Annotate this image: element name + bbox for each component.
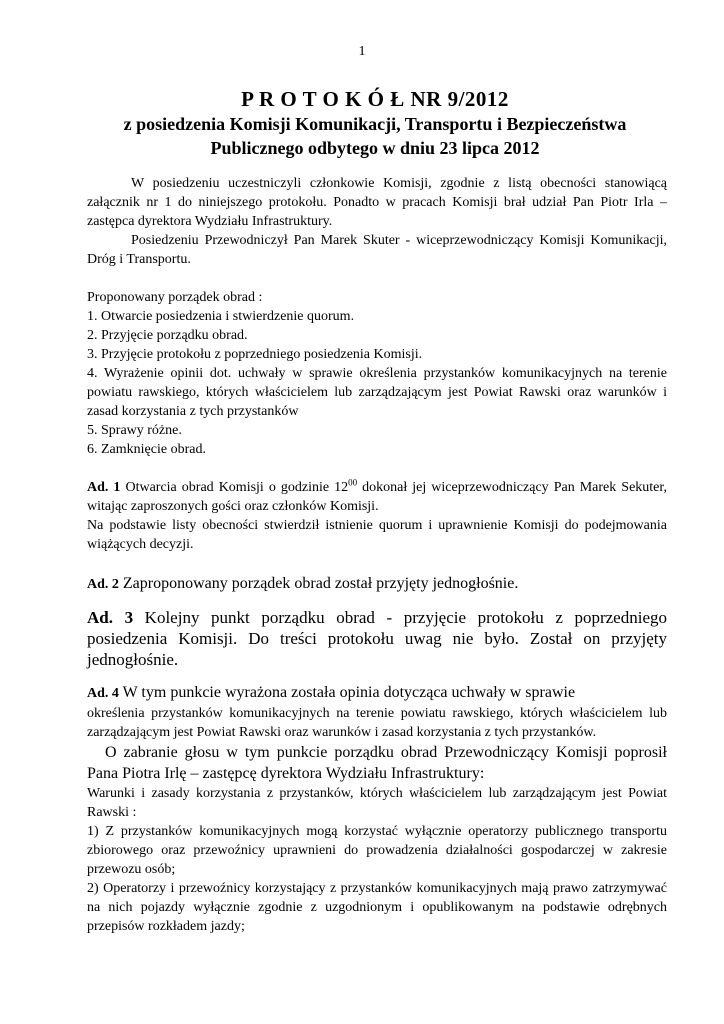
document-title: P R O T O K Ó Ł NR 9/2012 <box>241 87 509 111</box>
document-body <box>87 174 667 936</box>
agenda-item: 3. Przyjęcie protokołu z poprzedniego posiedzenia Komisji. <box>87 347 423 362</box>
ad1-time-superscript: 00 <box>348 477 358 488</box>
document-subtitle-line-1: z posiedzenia Komisji Komunikacji, Transportu i Bezpieczeństwa <box>123 114 627 134</box>
ad4-text-b: określenia przystanków komunikacyjnych na terenie powiatu rawskiego, których właścicielem lub zarządzającym jest Powiat Rawski oraz warunków i zasad korzystania z tych przystanków. <box>87 706 667 740</box>
ad3-text: Kolejny punkt porządku obrad - przyjęcie protokołu z poprzedniego posiedzenia Komisji. Do treści protokołu uwag nie było. Został on przyjęty jednogłośnie. <box>87 608 667 669</box>
intro-paragraph-2: Posiedzeniu Przewodniczył Pan Marek Skuter - wiceprzewodniczący Komisji Komunikacji, Dróg i Transportu. <box>87 233 667 267</box>
page-number: 1 <box>358 44 366 59</box>
ad1-label: Ad. 1 <box>87 480 121 495</box>
ad1-text-b: dokonał jej wiceprzewodniczący Pan Marek Sekuter, witając zaproszonych gości oraz członków Komisji. <box>87 480 667 514</box>
ad4-rule-2: 2) Operatorzy i przewoźnicy korzystający z przystanków komunikacyjnych mają prawo zatrzymywać na nich pojazdy wyłącznie zgodnie z uzgodnionym i opublikowanym na podstawie odrębnych przepisów rozkładem jazdy; <box>87 881 667 934</box>
ad4-label: Ad. 4 <box>87 686 119 701</box>
document-subtitle-line-2: Publicznego odbytego w dniu 23 lipca 2012 <box>210 138 540 158</box>
agenda-item: 1. Otwarcie posiedzenia i stwierdzenie quorum. <box>87 309 355 324</box>
ad3-paragraph <box>87 607 667 670</box>
agenda-item: 5. Sprawy różne. <box>87 423 182 438</box>
agenda-item: 6. Zamknięcie obrad. <box>87 442 206 457</box>
ad1-paragraph <box>87 478 667 516</box>
ad3-label: Ad. 3 <box>87 608 134 627</box>
ad4-rule-1: 1) Z przystanków komunikacyjnych mogą korzystać wyłącznie operatorzy publicznego transportu zbiorowego oraz przewoźnicy uprawnieni do prowadzenia działalności gospodarczej w zakresie przewozu osób; <box>87 824 667 877</box>
ad1-text-a: Otwarcia obrad Komisji o godzinie 12 <box>120 480 349 495</box>
agenda-list <box>87 307 667 459</box>
agenda-item: 4. Wyrażenie opinii dot. uchwały w sprawie określenia przystanków komunikacyjnych na terenie powiatu rawskiego, których właścicielem lub zarządzającym jest Powiat Rawski oraz warunków i zasad korzystania z tych przystanków <box>87 366 667 419</box>
ad4-paragraph-3: Warunki i zasady korzystania z przystanków, których właścicielem lub zarządzającym jest Powiat Rawski : <box>87 786 667 820</box>
agenda-heading: Proponowany porządek obrad : <box>87 290 263 305</box>
ad2-paragraph <box>87 573 667 595</box>
ad4-paragraph-2: O zabranie głosu w tym punkcie porządku obrad Przewodniczący Komisji poprosił Pana Piotra Irlę – zastępcę dyrektora Wydziału Infrastruktury: <box>87 744 667 782</box>
intro-paragraph-1: W posiedzeniu uczestniczyli członkowie Komisji, zgodnie z listą obecności stanowiącą załącznik nr 1 do niniejszego protokołu. Ponadto w pracach Komisji brał udział Pan Piotr Irla – zastępca dyrektora Wydziału Infrastruktury. <box>87 176 667 229</box>
ad2-label: Ad. 2 <box>87 577 119 592</box>
ad1-quorum-paragraph: Na podstawie listy obecności stwierdził istnienie quorum i uprawnienie Komisji do podejmowania wiążących decyzji. <box>87 518 667 552</box>
agenda-item: 2. Przyjęcie porządku obrad. <box>87 328 248 343</box>
title-block <box>60 86 690 160</box>
ad4-lead <box>87 682 667 704</box>
ad2-text: Zaproponowany porządek obrad został przyjęty jednogłośnie. <box>118 575 519 592</box>
ad4-text-a: W tym punkcie wyrażona została opinia dotycząca uchwały w sprawie <box>118 684 576 701</box>
